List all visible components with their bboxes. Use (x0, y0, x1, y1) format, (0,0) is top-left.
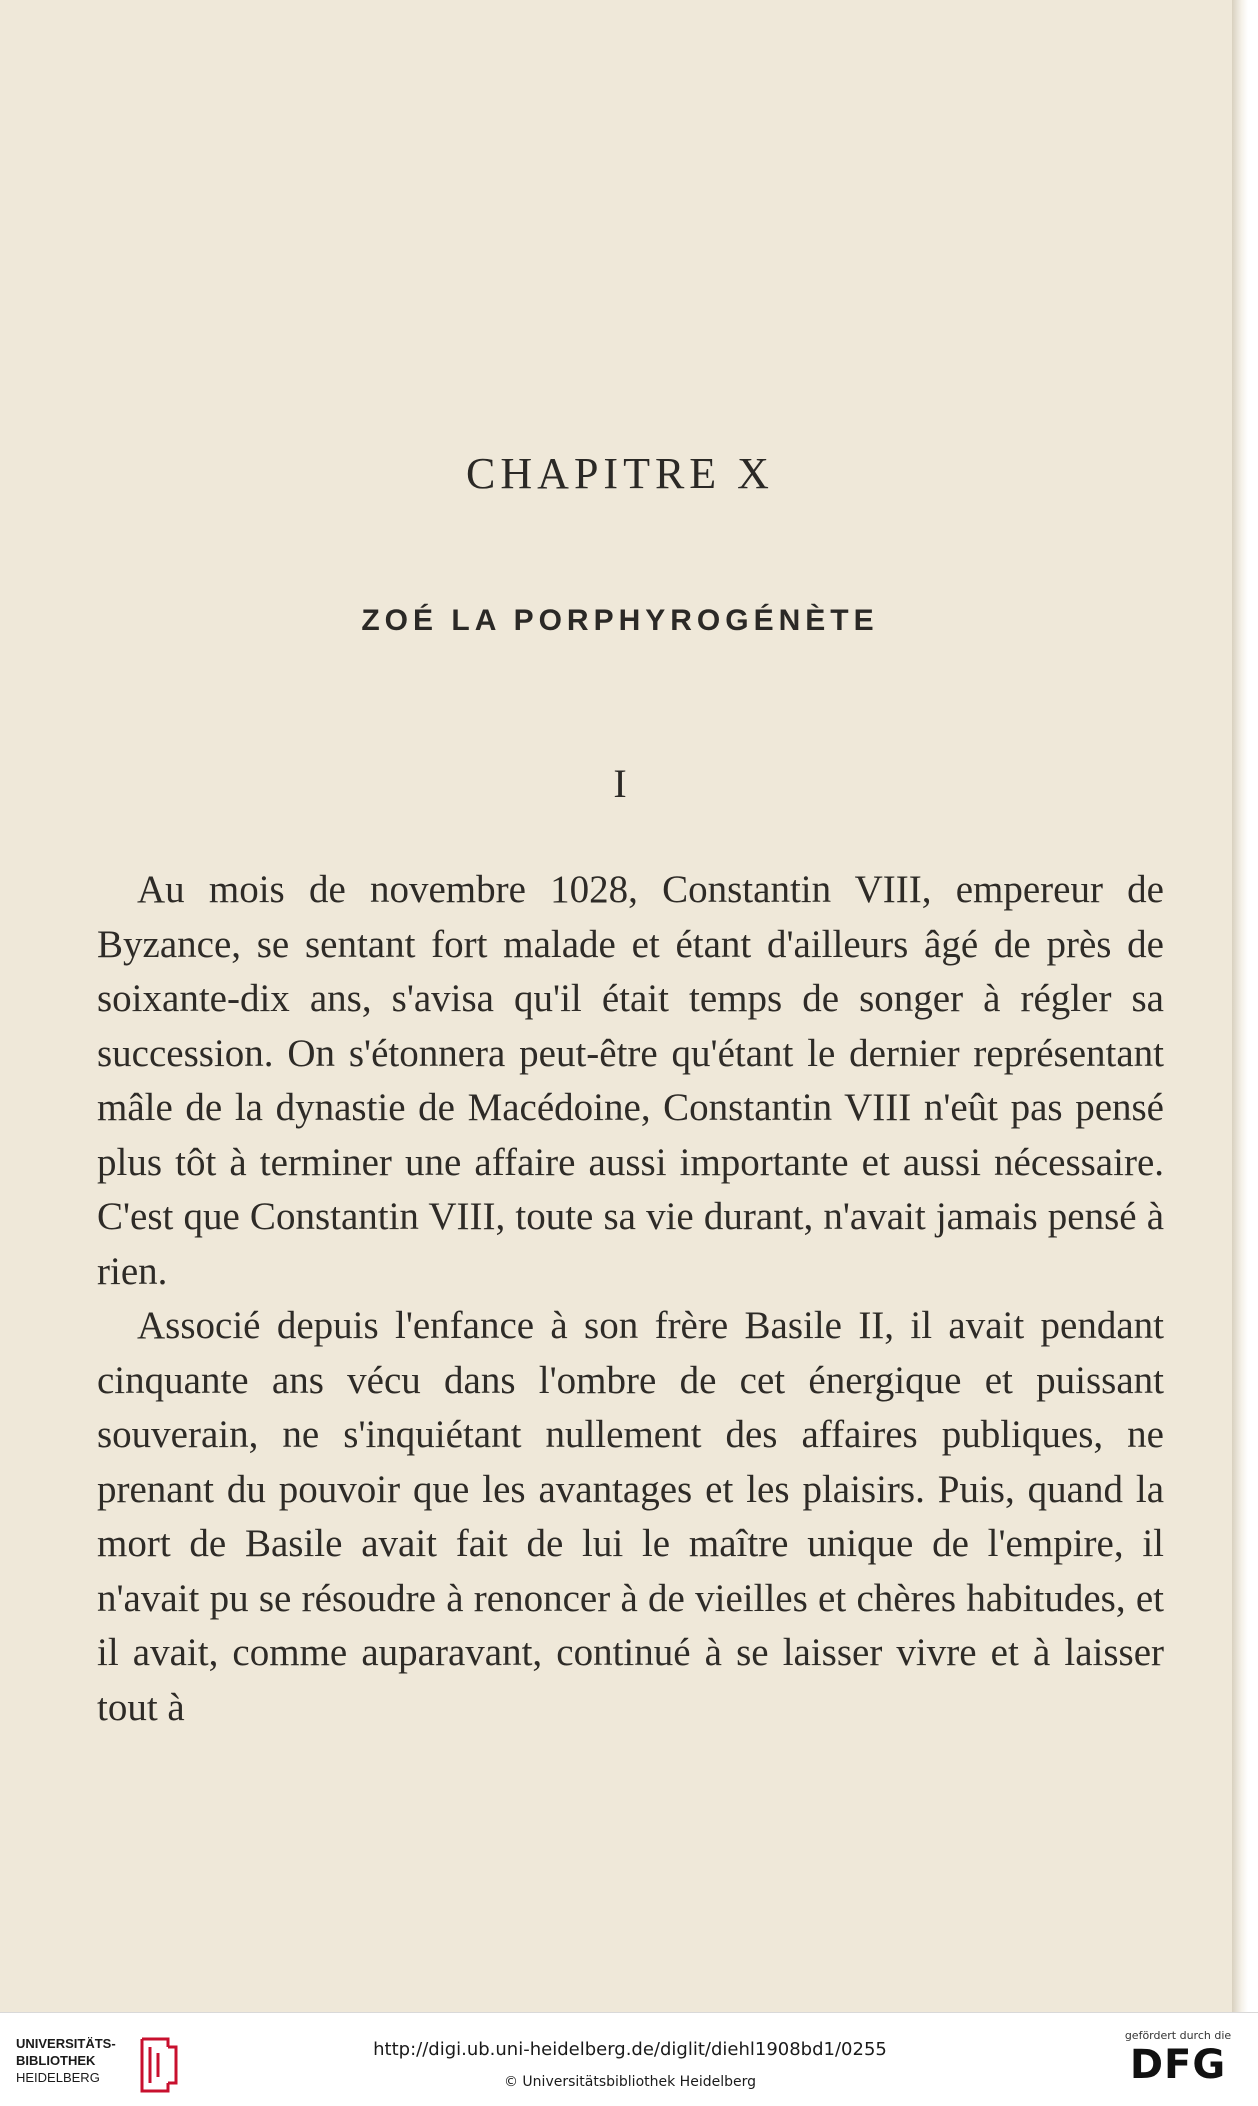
library-name-line-1: UNIVERSITÄTS- (16, 2036, 116, 2051)
chapter-heading: CHAPITRE X (466, 449, 774, 498)
footer-bar (0, 2012, 1258, 2106)
body-text (97, 863, 1164, 1735)
page-edge (1232, 0, 1248, 2012)
library-name (16, 2035, 116, 2086)
permalink-url[interactable]: http://digi.ub.uni-heidelberg.de/diglit/diehl1908bd1/0255 (373, 2039, 887, 2060)
paragraph-1: Au mois de novembre 1028, Constantin VIII, empereur de Byzance, se sentant fort malade et étant d'ailleurs âgé de près de soixante-dix ans, s'avisa qu'il était temps de songer à régler sa succession. On s'étonnera peut-être qu'étant le dernier représentant mâle de la dynastie de Macédoine, Constantin VIII n'eût pas pensé plus tôt à terminer une affaire aussi importante et aussi nécessaire. C'est que Constantin VIII, toute sa vie durant, n'avait jamais pensé à rien. (97, 868, 1164, 1293)
dfg-funding-block[interactable] (1110, 2029, 1246, 2099)
funding-caption: gefördert durch die (1124, 2029, 1232, 2042)
chapter-subtitle: ZOÉ LA PORPHYROGÉNÈTE (361, 604, 879, 637)
library-name-line-2: BIBLIOTHEK (16, 2053, 96, 2068)
library-logo[interactable] (16, 2035, 186, 2095)
library-name-line-3: HEIDELBERG (16, 2070, 100, 2085)
dfg-logo: DFG (1129, 2042, 1227, 2088)
copyright-text: © Universitätsbibliothek Heidelberg (503, 2074, 756, 2090)
library-mark-icon (128, 2035, 184, 2095)
section-number: I (613, 761, 627, 806)
paragraph-2: Associé depuis l'enfance à son frère Basile II, il avait pendant cinquante ans vécu dans l'ombre de cet énergique et puissant souverain, ne s'inquiétant nullement des affaires publiques, ne prenant du pouvoir que les avantages et les plaisirs. Puis, quand la mort de Basile avait fait de lui le maître unique de l'empire, il n'avait pu se résoudre à renoncer à de vieilles et chères habitudes, et il avait, comme auparavant, continué à se laisser vivre et à laisser tout à (97, 1304, 1164, 1729)
